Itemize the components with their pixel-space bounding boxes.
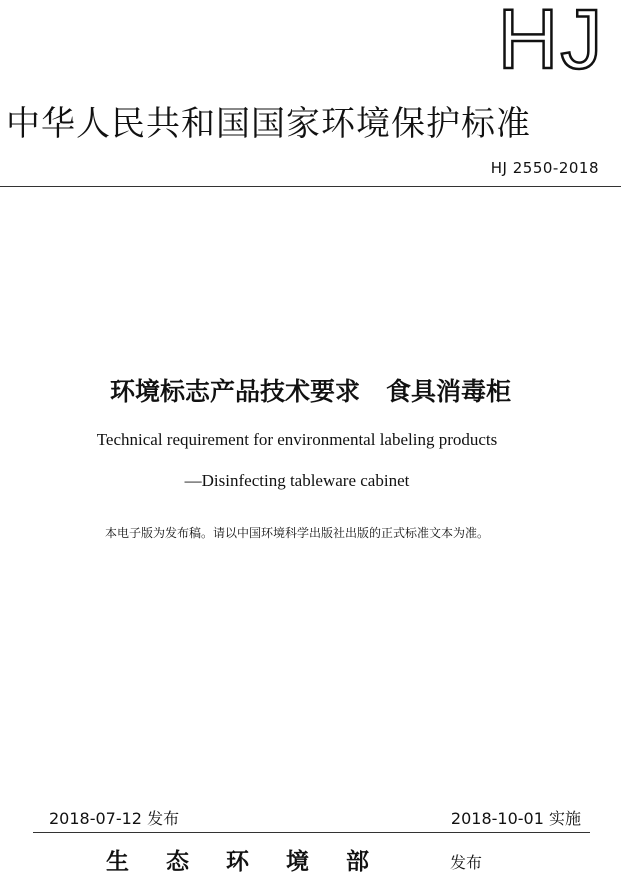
footer-divider [33,832,590,833]
agency-name: 中华人民共和国国家环境保护标准 [6,104,531,144]
hj-logo-text: HJ [497,0,605,74]
title-english-line2: —Disinfecting tableware cabinet [184,471,410,490]
standard-code: HJ 2550-2018 [490,159,599,177]
title-english-line1: Technical requirement for environmental labeling products [96,430,498,449]
publisher-name: 生态环境部 [106,849,406,875]
implement-date: 2018-10-01 实施 [450,809,581,828]
publish-suffix: 发布 [450,853,483,872]
edition-note: 本电子版为发布稿。请以中国环境科学出版社出版的正式标准文本为准。 [104,526,489,540]
header-divider [0,186,621,187]
hj-logo [487,0,615,74]
issue-date: 2018-07-12 发布 [49,809,180,828]
title-chinese: 环境标志产品技术要求 食具消毒柜 [109,377,512,406]
